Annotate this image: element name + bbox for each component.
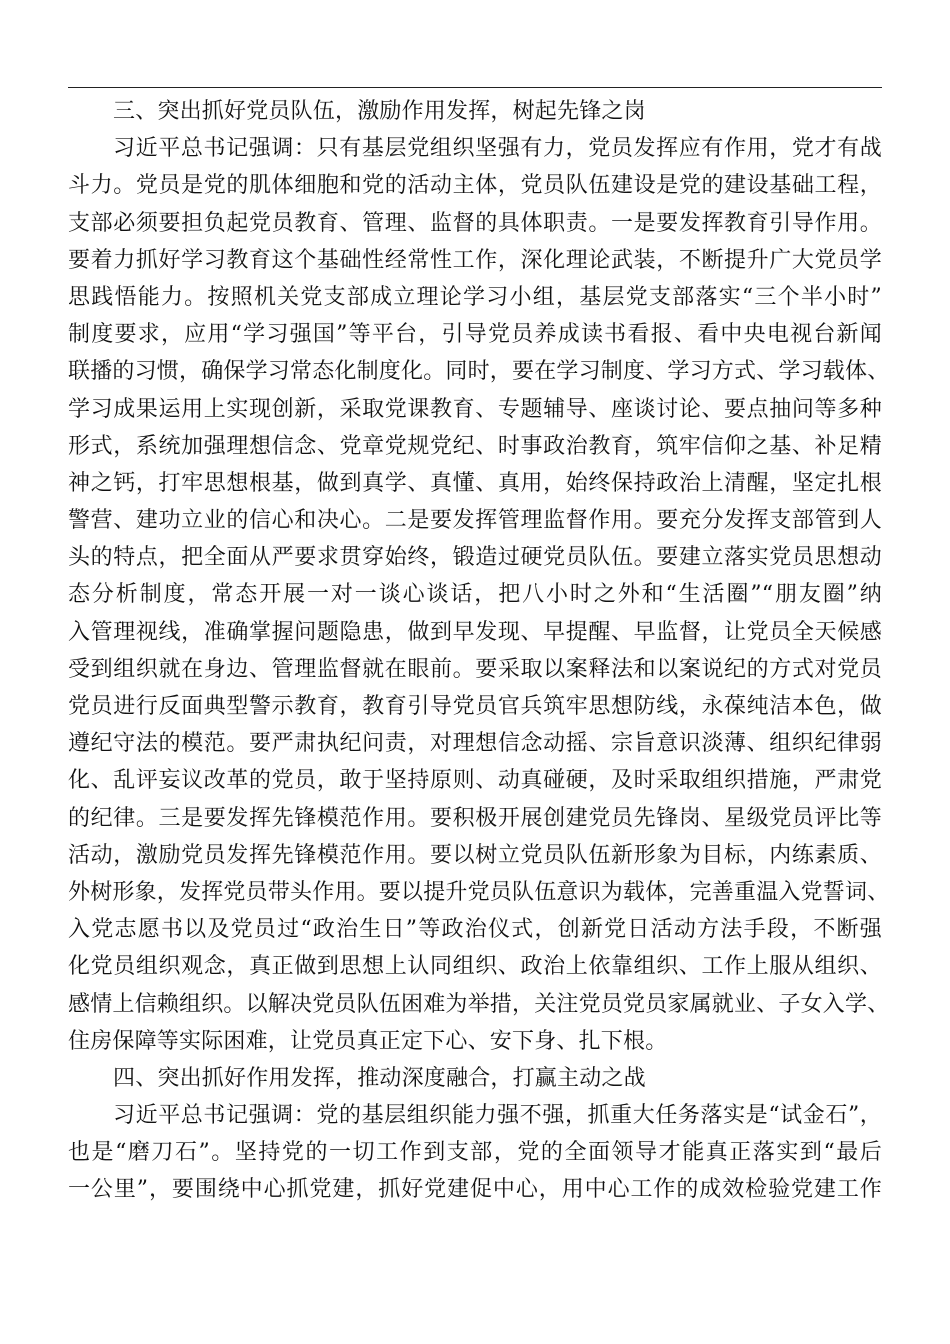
paragraph-line: 党员进行反面典型警示教育，教育引导党员官兵筑牢思想防线，永葆纯洁本色，做	[68, 694, 882, 719]
document-body	[68, 93, 890, 1209]
paragraph-first-line: 四、突出抓好作用发挥，推动深度融合，打赢主动之战	[113, 1065, 646, 1091]
paragraph-line: 态分析制度，常态开展一对一谈心谈话，把八小时之外和“生活圈”“朋友圈”纳	[68, 582, 882, 608]
paragraph-line: 警营、建功立业的信心和决心。二是要发挥管理监督作用。要充分发挥支部管到人	[68, 508, 882, 534]
paragraph-line: 要着力抓好学习教育这个基础性经常性工作，深化理论武装，不断提升广大党员学	[68, 247, 882, 273]
paragraph-line: 住房保障等实际困难，让党员真正定下心、安下身、扎下根。	[68, 1028, 668, 1054]
paragraph-line: 化党员组织观念，真正做到思想上认同组织、政治上依靠组织、工作上服从组织、	[68, 954, 882, 980]
paragraph-first-line: 习近平总书记强调：只有基层党组织坚强有力，党员发挥应有作用，党才有战	[113, 136, 882, 162]
paragraph-line: 入管理视线，准确掌握问题隐患，做到早发现、早提醒、早监督，让党员全天候感	[68, 619, 882, 645]
paragraph-line: 学习成果运用上实现创新，采取党课教育、专题辅导、座谈讨论、要点抽问等多种	[68, 396, 882, 422]
paragraph-line: 活动，激励党员发挥先锋模范作用。要以树立党员队伍新形象为目标，内练素质、	[68, 842, 882, 868]
paragraph-line: 感情上信赖组织。以解决党员队伍困难为举措，关注党员党员家属就业、子女入学、	[68, 991, 890, 1017]
paragraph-line: 形式，系统加强理想信念、党章党规党纪、时事政治教育，筑牢信仰之基、补足精	[68, 433, 882, 459]
paragraph-line: 遵纪守法的模范。要严肃执纪问责，对理想信念动摇、宗旨意识淡薄、组织纪律弱	[68, 731, 882, 757]
paragraph-line: 制度要求，应用“学习强国”等平台，引导党员养成读书看报、看中央电视台新闻	[68, 322, 882, 348]
paragraph-first-line: 习近平总书记强调：党的基层组织能力强不强，抓重大任务落实是“试金石”，	[113, 1103, 882, 1129]
paragraph-line: 一公里”，要围绕中心抓党建，抓好党建促中心，用中心工作的成效检验党建工作	[68, 1177, 882, 1203]
paragraph-line: 的纪律。三是要发挥先锋模范作用。要积极开展创建党员先锋岗、星级党员评比等	[68, 805, 882, 831]
paragraph-line: 化、乱评妄议改革的党员，敢于坚持原则、动真碰硬，及时采取组织措施，严肃党	[68, 768, 882, 794]
paragraph-line: 思践悟能力。按照机关党支部成立理论学习小组，基层党支部落实“三个半小时”	[68, 284, 882, 310]
paragraph-line: 支部必须要担负起党员教育、管理、监督的具体职责。一是要发挥教育引导作用。	[68, 210, 882, 236]
header-rule	[68, 87, 882, 88]
paragraph-line: 头的特点，把全面从严要求贯穿始终，锻造过硬党员队伍。要建立落实党员思想动	[68, 545, 882, 571]
paragraph-line: 也是“磨刀石”。坚持党的一切工作到支部，党的全面领导才能真正落实到“最后	[68, 1140, 882, 1166]
paragraph-first-line: 三、突出抓好党员队伍，激励作用发挥，树起先锋之岗	[113, 99, 646, 124]
paragraph-line: 入党志愿书以及党员过“政治生日”等政治仪式，创新党日活动方法手段，不断强	[68, 917, 882, 943]
paragraph-line: 斗力。党员是党的肌体细胞和党的活动主体，党员队伍建设是党的建设基础工程，	[68, 173, 882, 199]
paragraph-line: 受到组织就在身边、管理监督就在眼前。要采取以案释法和以案说纪的方式对党员	[68, 656, 882, 682]
paragraph-line: 外树形象，发挥党员带头作用。要以提升党员队伍意识为载体，完善重温入党誓词、	[68, 879, 890, 905]
paragraph-line: 神之钙，打牢思想根基，做到真学、真懂、真用，始终保持政治上清醒，坚定扎根	[68, 470, 882, 496]
paragraph-line: 联播的习惯，确保学习常态化制度化。同时，要在学习制度、学习方式、学习载体、	[68, 359, 890, 385]
